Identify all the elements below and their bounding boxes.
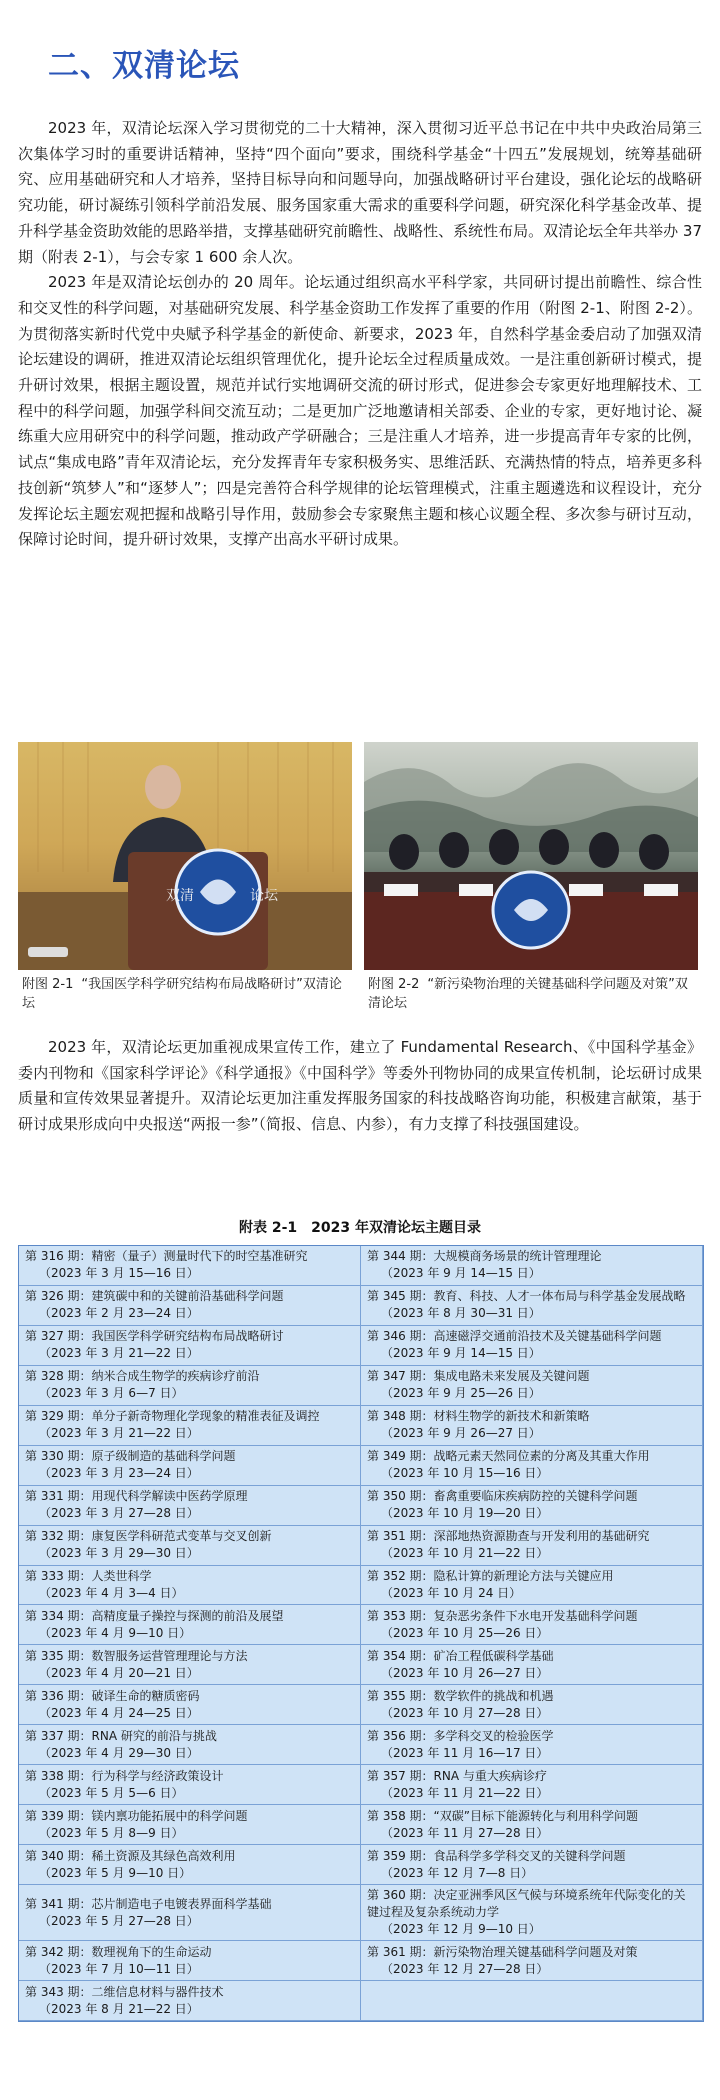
paragraph: 2023 年，双清论坛更加重视成果宣传工作，建立了 Fundamental Research、《中国科学基金》委内刊物和《国家科学评论》《科学通报》《中国科学》等委外刊物协同的成果宣传机制，论坛研讨成果质量和宣传效果显著提升。双清论坛更加注重发挥服务国家的科技战略咨询功能，积极建言献策，基于研讨成果形成向中央报送“两报一参”（简报、信息、内参），有力支撑了科技强国建设。: [18, 1038, 702, 1134]
table-cell: [19, 1725, 361, 1765]
forum-date: （2023 年 4 月 9—10 日）: [39, 1625, 192, 1640]
figure-number: 附图 2-1: [22, 977, 74, 992]
table-cell: [19, 1845, 361, 1885]
table-cell: [19, 1765, 361, 1805]
forum-date: （2023 年 12 月 27—28 日）: [381, 1961, 549, 1976]
table-cell: [19, 1486, 361, 1526]
table-cell: [19, 1605, 361, 1645]
forum-topic: 第 352 期：隐私计算的新理论方法与关键应用: [367, 1569, 614, 1584]
forum-date: （2023 年 11 月 21—22 日）: [381, 1785, 549, 1800]
section-title: 二、双清论坛: [48, 48, 240, 84]
table-cell: [361, 1286, 703, 1326]
forum-date: （2023 年 12 月 9—10 日）: [381, 1922, 541, 1937]
table-cell: [361, 1805, 703, 1845]
forum-date: （2023 年 3 月 15—16 日）: [39, 1266, 199, 1281]
forum-topic: 第 347 期：集成电路未来发展及关键问题: [367, 1369, 590, 1384]
table-cell: [361, 1246, 703, 1286]
forum-topic: 第 349 期：战略元素天然同位素的分离及其重大作用: [367, 1449, 650, 1464]
forum-date: （2023 年 4 月 29—30 日）: [39, 1745, 199, 1760]
forum-date: （2023 年 4 月 20—21 日）: [39, 1665, 199, 1680]
forum-topic: 第 333 期：人类世科学: [25, 1569, 152, 1584]
forum-date: （2023 年 10 月 19—20 日）: [381, 1506, 549, 1521]
forum-topic: 第 358 期：“双碳”目标下能源转化与利用科学问题: [367, 1808, 638, 1823]
forum-topic: 第 345 期：教育、科技、人才一体布局与科学基金发展战略: [367, 1289, 686, 1304]
figure-caption-1: [22, 975, 352, 1013]
forum-date: （2023 年 3 月 6—7 日）: [39, 1386, 184, 1401]
forum-topic: 第 338 期：行为科学与经济政策设计: [25, 1768, 224, 1783]
table-cell: [19, 1446, 361, 1486]
table-cell: [19, 1941, 361, 1981]
paragraph: 2023 年是双清论坛创办的 20 周年。论坛通过组织高水平科学家，共同研讨提出前瞻性、综合性和交叉性的科学问题，对基础研究发展、科学基金资助工作发挥了重要的作用（附图 2-1、附图 2-2）。为贯彻落实新时代党中央赋予科学基金的新使命、新要求，2023 年，自然科学基金委启动了加强双清论坛建设的调研，推进双清论坛组织管理优化，提升论坛全过程质量成效。一是注重创新研讨模式，提升研讨效果，根据主题设置，规范并试行实地调研交流的研讨形式，促进参会专家更好地理解技术、工程中的科学问题，加强学科间交流互动；二是更加广泛地邀请相关部委、企业的专家，更好地讨论、凝练重大应用研究中的科学问题，推动政产学研融合；三是注重人才培养，进一步提高青年专家的比例，试点“集成电路”青年双清论坛，充分发挥青年专家积极务实、思维活跃、充满热情的特点，培养更多科技创新“筑梦人”和“逐梦人”；四是完善符合科学规律的论坛管理模式，注重主题遴选和议程设计，充分发挥论坛主题宏观把握和战略引导作用，鼓励参会专家聚焦主题和核心议题全程、多次参与研讨互动，保障讨论时间，提升研讨效果，支撑产出高水平研讨成果。: [18, 273, 702, 549]
forum-topic: 第 355 期：数学软件的挑战和机遇: [367, 1688, 554, 1703]
forum-topic: 第 343 期：二维信息材料与器件技术: [25, 1984, 224, 1999]
forum-date: （2023 年 10 月 15—16 日）: [381, 1466, 549, 1481]
figure-caption-2: [368, 975, 698, 1013]
forum-photo-2: [364, 742, 698, 970]
forum-date: （2023 年 3 月 21—22 日）: [39, 1426, 199, 1441]
table-cell: [19, 1645, 361, 1685]
forum-topic: 第 357 期：RNA 与重大疾病诊疗: [367, 1768, 547, 1783]
table-cell: [19, 1805, 361, 1845]
forum-date: （2023 年 10 月 27—28 日）: [381, 1705, 549, 1720]
forum-date: （2023 年 8 月 21—22 日）: [39, 2001, 199, 2016]
forum-date: （2023 年 3 月 29—30 日）: [39, 1546, 199, 1561]
table-cell: [361, 1446, 703, 1486]
forum-date: （2023 年 8 月 30—31 日）: [381, 1306, 541, 1321]
forum-date: （2023 年 11 月 16—17 日）: [381, 1745, 549, 1760]
forum-topic: 第 329 期：单分子新奇物理化学现象的精准表征及调控: [25, 1409, 320, 1424]
table-cell: [19, 1885, 361, 1941]
table-cell: [361, 1765, 703, 1805]
table-cell: [361, 1406, 703, 1446]
table-cell: [19, 1685, 361, 1725]
forum-topic: 第 328 期：纳米合成生物学的疾病诊疗前沿: [25, 1369, 260, 1384]
forum-topic: 第 327 期：我国医学科学研究结构布局战略研讨: [25, 1329, 284, 1344]
forum-date: （2023 年 3 月 27—28 日）: [39, 1506, 199, 1521]
forum-date: （2023 年 12 月 7—8 日）: [381, 1865, 534, 1880]
forum-topic: 第 344 期：大规模商务场景的统计管理理论: [367, 1249, 602, 1264]
forum-topic: 第 350 期：畜禽重要临床疾病防控的关键科学问题: [367, 1489, 638, 1504]
forum-date: （2023 年 10 月 26—27 日）: [381, 1665, 549, 1680]
figure-caption-text: “我国医学科学研究结构布局战略研讨”双清论坛: [22, 977, 342, 1011]
forum-topic: 第 346 期：高速磁浮交通前沿技术及关键基础科学问题: [367, 1329, 662, 1344]
forum-topic: 第 316 期：精密（量子）测量时代下的时空基准研究: [25, 1249, 308, 1264]
forum-topic: 第 356 期：多学科交叉的检验医学: [367, 1728, 554, 1743]
table-title: 附表 2-1 2023 年双清论坛主题目录: [238, 1220, 481, 1236]
forum-date: （2023 年 10 月 21—22 日）: [381, 1546, 549, 1561]
table-cell: [19, 1246, 361, 1286]
forum-topic-table: [18, 1245, 704, 2022]
forum-topic: 第 330 期：原子级制造的基础科学问题: [25, 1449, 236, 1464]
figure-caption-text: “新污染物治理的关键基础科学问题及对策”双清论坛: [368, 977, 688, 1011]
table-cell: [19, 1326, 361, 1366]
forum-topic: 第 354 期：矿冶工程低碳科学基础: [367, 1648, 554, 1663]
forum-date: （2023 年 9 月 14—15 日）: [381, 1266, 541, 1281]
table-cell: [19, 1286, 361, 1326]
forum-date: （2023 年 10 月 24 日）: [381, 1586, 522, 1601]
table-cell: [361, 1486, 703, 1526]
table-cell: [19, 1566, 361, 1606]
forum-date: （2023 年 5 月 5—6 日）: [39, 1785, 184, 1800]
forum-topic: 第 361 期：新污染物治理关键基础科学问题及对策: [367, 1944, 638, 1959]
intro-text: [18, 116, 702, 553]
forum-date: （2023 年 9 月 25—26 日）: [381, 1386, 541, 1401]
speaker-illustration: [18, 742, 352, 970]
forum-topic: 第 326 期：建筑碳中和的关键前沿基础科学问题: [25, 1289, 284, 1304]
figure-number: 附图 2-2: [368, 977, 420, 992]
publicity-text: [18, 1035, 702, 1138]
forum-topic: 第 334 期：高精度量子操控与探测的前沿及展望: [25, 1608, 284, 1623]
forum-date: （2023 年 4 月 3—4 日）: [39, 1586, 184, 1601]
forum-topic: 第 340 期：稀土资源及其绿色高效利用: [25, 1848, 236, 1863]
forum-topic: 第 359 期：食品科学多学科交叉的关键科学问题: [367, 1848, 626, 1863]
forum-photo-1: [18, 742, 352, 970]
table-cell: [361, 1605, 703, 1645]
logo-text-right: 论坛: [250, 888, 278, 904]
table-cell: [361, 1566, 703, 1606]
table-cell: [361, 1885, 703, 1941]
forum-date: （2023 年 10 月 25—26 日）: [381, 1625, 549, 1640]
table-cell: [361, 1981, 703, 2021]
forum-topic: 第 360 期：决定亚洲季风区气候与环境系统年代际变化的关键过程及复杂系统动力学: [367, 1888, 686, 1920]
forum-topic: 第 331 期：用现代科学解读中医药学原理: [25, 1489, 248, 1504]
table-cell: [361, 1366, 703, 1406]
forum-date: （2023 年 7 月 10—11 日）: [39, 1961, 199, 1976]
forum-date: （2023 年 11 月 27—28 日）: [381, 1825, 549, 1840]
table-cell: [19, 1406, 361, 1446]
forum-topic: 第 348 期：材料生物学的新技术和新策略: [367, 1409, 590, 1424]
table-cell: [361, 1326, 703, 1366]
forum-date: （2023 年 9 月 14—15 日）: [381, 1346, 541, 1361]
forum-date: （2023 年 4 月 24—25 日）: [39, 1705, 199, 1720]
forum-date: （2023 年 9 月 26—27 日）: [381, 1426, 541, 1441]
table-cell: [19, 1981, 361, 2021]
forum-date: （2023 年 5 月 27—28 日）: [39, 1913, 199, 1928]
forum-topic: 第 335 期：数智服务运营管理理论与方法: [25, 1648, 248, 1663]
forum-topic: 第 336 期：破译生命的糖质密码: [25, 1688, 200, 1703]
forum-date: （2023 年 3 月 21—22 日）: [39, 1346, 199, 1361]
meeting-illustration: [364, 742, 698, 970]
forum-topic: 第 337 期：RNA 研究的前沿与挑战: [25, 1728, 217, 1743]
forum-date: （2023 年 3 月 23—24 日）: [39, 1466, 199, 1481]
forum-topic: 第 353 期：复杂恶劣条件下水电开发基础科学问题: [367, 1608, 638, 1623]
table-cell: [361, 1941, 703, 1981]
forum-topic: 第 339 期：镁内禀功能拓展中的科学问题: [25, 1808, 248, 1823]
logo-text-left: 双清: [166, 888, 194, 904]
forum-topic: 第 341 期：芯片制造电子电镀表界面科学基础: [25, 1896, 272, 1911]
forum-date: （2023 年 2 月 23—24 日）: [39, 1306, 199, 1321]
forum-date: （2023 年 5 月 8—9 日）: [39, 1825, 184, 1840]
forum-date: （2023 年 5 月 9—10 日）: [39, 1865, 192, 1880]
table-cell: [361, 1526, 703, 1566]
table-cell: [361, 1685, 703, 1725]
table-cell: [361, 1645, 703, 1685]
table-cell: [361, 1845, 703, 1885]
forum-topic: 第 332 期：康复医学科研范式变革与交叉创新: [25, 1529, 272, 1544]
forum-topic: 第 342 期：数理视角下的生命运动: [25, 1944, 212, 1959]
table-cell: [19, 1366, 361, 1406]
table-cell: [19, 1526, 361, 1566]
table-cell: [361, 1725, 703, 1765]
paragraph: 2023 年，双清论坛深入学习贯彻党的二十大精神，深入贯彻习近平总书记在中共中央政治局第三次集体学习时的重要讲话精神，坚持“四个面向”要求，围绕科学基金“十四五”发展规划，统筹基础研究、应用基础研究和人才培养，坚持目标导向和问题导向，加强战略研讨平台建设，强化论坛的战略研究功能，研讨凝练引领科学前沿发展、服务国家重大需求的重要科学问题，研究深化科学基金改革、提升科学基金资助效能的思路举措，支撑基础研究前瞻性、战略性、系统性布局。双清论坛全年共举办 37 期（附表 2-1），与会专家 1 600 余人次。: [18, 119, 702, 266]
forum-topic: 第 351 期：深部地热资源勘查与开发利用的基础研究: [367, 1529, 650, 1544]
